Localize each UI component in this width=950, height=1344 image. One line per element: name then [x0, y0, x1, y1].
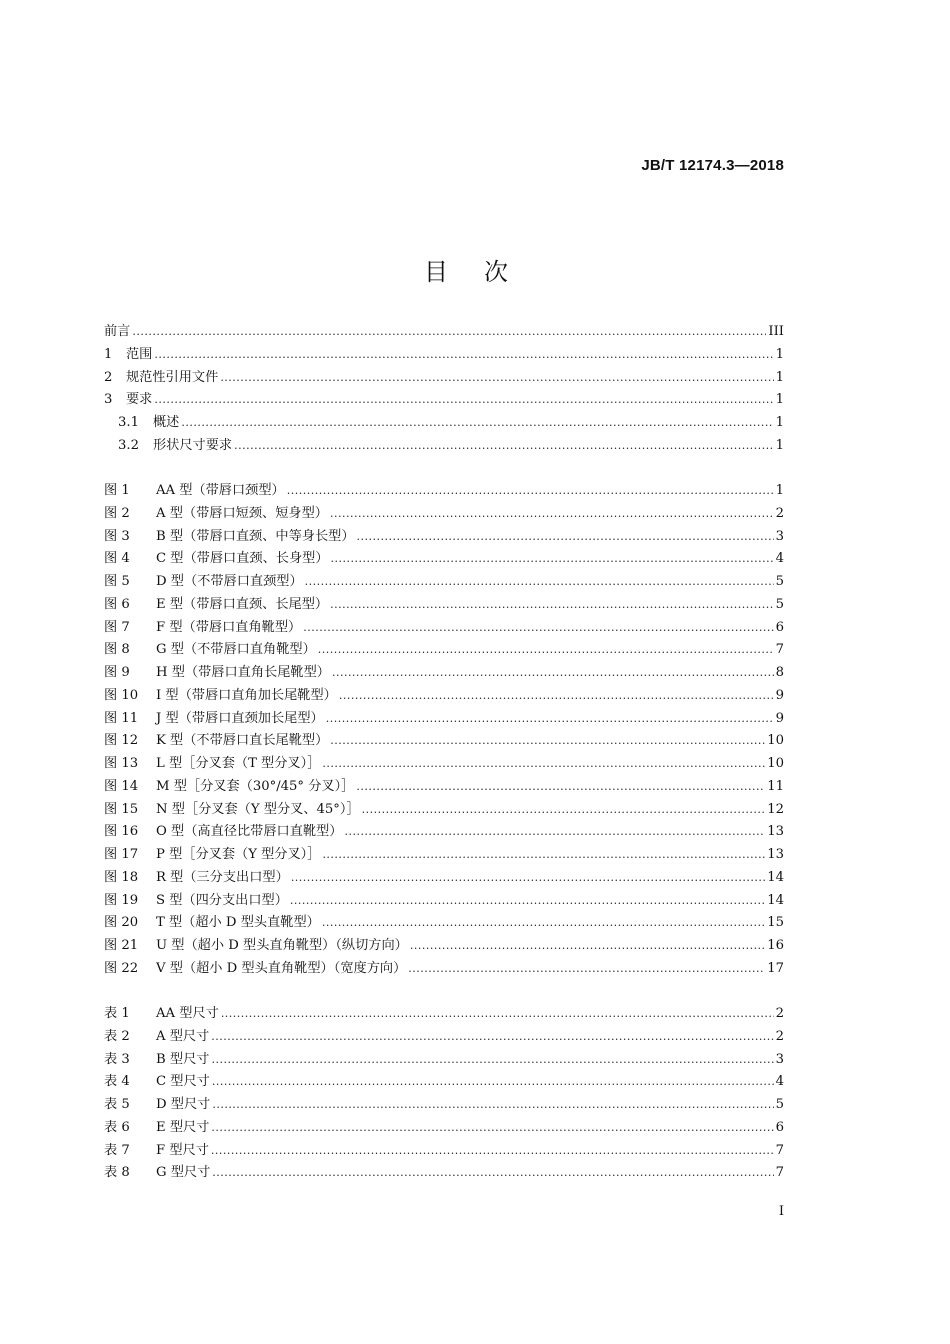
toc-leader-dots	[344, 821, 765, 844]
toc-leader-dots	[154, 344, 773, 367]
toc-entry-number: 图 6	[104, 596, 130, 612]
toc-entry-label: V 型（超小 D 型头直角靴型）（宽度方向）	[156, 960, 407, 976]
toc-entry-label: K 型（不带唇口直长尾靴型）	[156, 733, 329, 749]
toc-entry-page: 15	[767, 915, 784, 931]
toc-figures	[104, 480, 784, 981]
toc-leader-dots	[322, 912, 765, 935]
toc-entry-number: 图 12	[104, 733, 139, 749]
page-number: I	[778, 1204, 784, 1219]
toc-entry-page: 9	[775, 710, 784, 726]
toc-entry[interactable]	[104, 503, 784, 526]
toc-entry[interactable]	[104, 1071, 784, 1094]
toc-leader-dots	[318, 639, 774, 662]
toc-entry-number: 图 2	[104, 505, 130, 521]
toc-entry-label: AA 型（带唇口颈型）	[156, 483, 285, 498]
toc-leader-dots	[212, 1094, 773, 1117]
toc-entry-page: 1	[775, 392, 784, 408]
toc-leader-dots	[221, 1003, 774, 1026]
toc-entry[interactable]	[104, 1140, 784, 1163]
toc-entry[interactable]	[104, 912, 784, 935]
toc-entry-page: 3	[775, 1051, 784, 1067]
toc-entry-page: 1	[775, 415, 784, 430]
toc-entry-label: AA 型尺寸	[156, 1006, 219, 1021]
toc-entry[interactable]	[104, 730, 784, 753]
toc-entry-number: 表 4	[104, 1074, 130, 1090]
toc-entry-label: M 型［分叉套（30°/45° 分叉）］	[156, 778, 355, 794]
toc-entry-page: 5	[775, 596, 784, 612]
toc-entry-page: III	[768, 324, 784, 339]
toc-leader-dots	[132, 321, 766, 344]
toc-entry-label: F 型尺寸	[156, 1142, 209, 1158]
toc-entry-label: 要求	[126, 392, 153, 408]
toc-leader-dots	[303, 617, 773, 640]
page-title: 目次	[424, 258, 544, 286]
toc-entry-label: A 型尺寸	[156, 1028, 210, 1044]
toc-entry-page: 13	[767, 847, 784, 862]
toc-entry-number: 表 7	[104, 1142, 130, 1158]
toc-entry[interactable]	[104, 344, 784, 367]
toc-entry-label: 形状尺寸要求	[153, 437, 233, 453]
toc-entry[interactable]	[104, 480, 784, 503]
toc-entry[interactable]	[104, 1026, 784, 1049]
toc-entry[interactable]	[104, 321, 784, 344]
toc-entry-number: 表 5	[104, 1097, 130, 1112]
toc-entry-page: 8	[775, 665, 784, 680]
toc-entry-label: B 型（带唇口直颈、中等身长型）	[156, 528, 355, 544]
toc-entry[interactable]	[104, 958, 784, 981]
toc-entry[interactable]	[104, 1003, 784, 1026]
toc-entry-number: 图 8	[104, 642, 130, 658]
toc-leader-dots	[330, 730, 765, 753]
toc-entry-label: F 型（带唇口直角靴型）	[156, 619, 302, 635]
toc-entry-page: 5	[775, 574, 784, 589]
toc-leader-dots	[322, 844, 765, 867]
toc-entry-number: 图 4	[104, 551, 130, 567]
toc-entry[interactable]	[104, 367, 784, 390]
toc-entry-page: 6	[775, 1119, 784, 1135]
toc-entry-number: 图 14	[104, 778, 139, 794]
toc-leader-dots	[211, 1049, 773, 1072]
toc-entry-page: 1	[775, 483, 784, 498]
toc-entry[interactable]	[104, 526, 784, 549]
toc-entry[interactable]	[104, 548, 784, 571]
toc-entry-label: C 型尺寸	[156, 1074, 210, 1090]
toc-leader-dots	[322, 753, 765, 776]
toc-entry[interactable]	[104, 844, 784, 867]
toc-entry-label: L 型［分叉套（T 型分叉）］	[156, 756, 321, 771]
toc-entry[interactable]	[104, 799, 784, 822]
toc-entry-page: 12	[767, 801, 784, 817]
toc-entry[interactable]	[104, 708, 784, 731]
toc-entry-label: S 型（四分支出口型）	[156, 892, 288, 908]
toc-leader-dots	[331, 548, 774, 571]
toc-entry-number: 1	[104, 346, 113, 362]
toc-entry-number: 表 3	[104, 1051, 130, 1067]
toc-entry-label: U 型（超小 D 型头直角靴型）（纵切方向）	[156, 938, 408, 953]
toc-entry-page: 9	[775, 687, 784, 703]
toc-entry-number: 图 20	[104, 915, 139, 931]
toc-entry-page: 16	[767, 938, 784, 953]
toc-entry-page: 2	[775, 1028, 784, 1044]
toc-entry[interactable]	[104, 685, 784, 708]
toc-entry-page: 4	[775, 1074, 784, 1090]
toc-leader-dots	[362, 799, 766, 822]
toc-leader-dots	[326, 708, 774, 731]
toc-entry[interactable]	[104, 821, 784, 844]
toc-entry-label: I 型（带唇口直角加长尾靴型）	[156, 687, 337, 703]
toc-entry-label: E 型尺寸	[156, 1119, 210, 1135]
toc-entry-page: 14	[767, 869, 784, 885]
toc-entry-number: 表 2	[104, 1028, 130, 1044]
toc-leader-dots	[410, 935, 765, 958]
toc-entry-label: C 型（带唇口直颈、长身型）	[156, 551, 329, 567]
toc-leader-dots	[212, 1071, 774, 1094]
toc-entry-page: 3	[775, 528, 784, 544]
toc-entry-number: 3	[104, 392, 113, 408]
toc-entry[interactable]	[104, 662, 784, 685]
toc-entry-number: 图 11	[104, 710, 139, 726]
toc-leader-dots	[234, 435, 773, 458]
toc-leader-dots	[211, 1140, 774, 1163]
toc-entry-page: 1	[775, 437, 784, 453]
toc-entry-label: G 型（不带唇口直角靴型）	[156, 642, 316, 658]
toc-entry-label: 规范性引用文件	[126, 369, 219, 385]
toc-leader-dots	[181, 412, 773, 435]
toc-entry-number: 图 19	[104, 892, 139, 908]
toc-entry-label: G 型尺寸	[156, 1165, 211, 1181]
toc-entry-page: 7	[775, 642, 784, 658]
toc-entry[interactable]	[104, 617, 784, 640]
toc-entry-page: 10	[767, 733, 784, 749]
toc-entry-number: 图 9	[104, 665, 130, 680]
toc-entry-number: 2	[104, 369, 113, 385]
toc-entry-page: 4	[775, 551, 784, 567]
toc-entry-number: 图 3	[104, 528, 130, 544]
toc-entry[interactable]	[104, 639, 784, 662]
toc-entry-number: 图 18	[104, 869, 139, 885]
toc-entry-page: 1	[775, 346, 784, 362]
toc-entry[interactable]	[104, 571, 784, 594]
toc-leader-dots	[211, 1026, 773, 1049]
toc-entry-page: 2	[775, 505, 784, 521]
toc-entry-label: N 型［分叉套（Y 型分叉、45°）］	[156, 801, 360, 817]
toc-leader-dots	[330, 594, 774, 617]
toc-tables	[104, 1003, 784, 1185]
toc-entry-number: 图 7	[104, 619, 130, 635]
toc-entry-label: D 型尺寸	[156, 1097, 211, 1112]
toc-leader-dots	[290, 890, 765, 913]
toc-entry-page: 2	[775, 1006, 784, 1021]
toc-entry[interactable]	[104, 935, 784, 958]
toc-entry[interactable]	[104, 412, 784, 435]
toc-entry-page: 5	[775, 1097, 784, 1112]
toc-entry[interactable]	[104, 867, 784, 890]
toc-leader-dots	[332, 662, 774, 685]
toc-entry[interactable]	[104, 1049, 784, 1072]
toc-leader-dots	[305, 571, 774, 594]
toc-entry[interactable]	[104, 753, 784, 776]
toc-entry-number: 图 21	[104, 938, 139, 953]
toc-entry[interactable]	[104, 594, 784, 617]
toc-entry-number: 图 15	[104, 801, 139, 817]
toc-entry-page: 14	[767, 892, 784, 908]
toc-leader-dots	[339, 685, 774, 708]
toc-entry-label: 范围	[126, 346, 153, 362]
toc-entry[interactable]	[104, 1162, 784, 1185]
toc-entry[interactable]	[104, 776, 784, 799]
toc-entry-label: T 型（超小 D 型头直靴型）	[156, 915, 320, 931]
toc-leader-dots	[211, 1117, 773, 1140]
toc-entry[interactable]	[104, 435, 784, 458]
toc-entry-page: 7	[775, 1165, 784, 1181]
toc-leader-dots	[291, 867, 765, 890]
toc-entry-number: 图 16	[104, 824, 139, 840]
toc-entry-label: H 型（带唇口直角长尾靴型）	[156, 665, 330, 680]
toc-leader-dots	[287, 480, 774, 503]
toc-leader-dots	[212, 1162, 773, 1185]
toc-entry-page: 17	[767, 960, 784, 976]
toc-entry-page: 6	[775, 619, 784, 635]
toc-entry-number: 图 17	[104, 847, 139, 862]
toc-entry-number: 图 5	[104, 574, 130, 589]
toc-entry[interactable]	[104, 389, 784, 412]
toc-leader-dots	[330, 503, 774, 526]
toc-entry-number: 图 13	[104, 756, 139, 771]
toc-entry-label: B 型尺寸	[156, 1051, 210, 1067]
toc-entry-number: 表 8	[104, 1165, 130, 1181]
toc-entry-page: 11	[767, 778, 784, 794]
toc-entry-label: 前言	[104, 324, 131, 339]
toc-leader-dots	[356, 776, 765, 799]
toc-entry-label: E 型（带唇口直颈、长尾型）	[156, 596, 329, 612]
toc-entry-label: J 型（带唇口直颈加长尾型）	[156, 710, 324, 726]
toc-entry-number: 图 1	[104, 483, 130, 498]
toc-entry-number: 3.1	[118, 415, 139, 430]
toc-entry-number: 图 22	[104, 960, 139, 976]
toc-entry[interactable]	[104, 1117, 784, 1140]
toc-entry-page: 13	[767, 824, 784, 840]
toc-entry[interactable]	[104, 1094, 784, 1117]
toc-entry-number: 表 6	[104, 1119, 130, 1135]
toc-leader-dots	[154, 389, 773, 412]
toc-entry-number: 3.2	[118, 437, 139, 453]
toc-entry[interactable]	[104, 890, 784, 913]
toc-leader-dots	[408, 958, 765, 981]
toc-leader-dots	[220, 367, 773, 390]
standard-number: JB/T 12174.3—2018	[641, 157, 784, 174]
toc-entry-number: 表 1	[104, 1006, 130, 1021]
toc-leader-dots	[357, 526, 774, 549]
toc-entry-label: 概述	[153, 415, 180, 430]
toc-sections	[104, 321, 784, 458]
toc-entry-page: 10	[767, 756, 784, 771]
toc-entry-label: D 型（不带唇口直颈型）	[156, 574, 303, 589]
toc-entry-number: 图 10	[104, 687, 139, 703]
toc-entry-label: O 型（高直径比带唇口直靴型）	[156, 824, 343, 840]
toc-entry-page: 7	[775, 1142, 784, 1158]
toc-entry-label: R 型（三分支出口型）	[156, 869, 289, 885]
toc-entry-page: 1	[775, 369, 784, 385]
toc-entry-label: A 型（带唇口短颈、短身型）	[156, 505, 328, 521]
toc-entry-label: P 型［分叉套（Y 型分叉）］	[156, 847, 321, 862]
